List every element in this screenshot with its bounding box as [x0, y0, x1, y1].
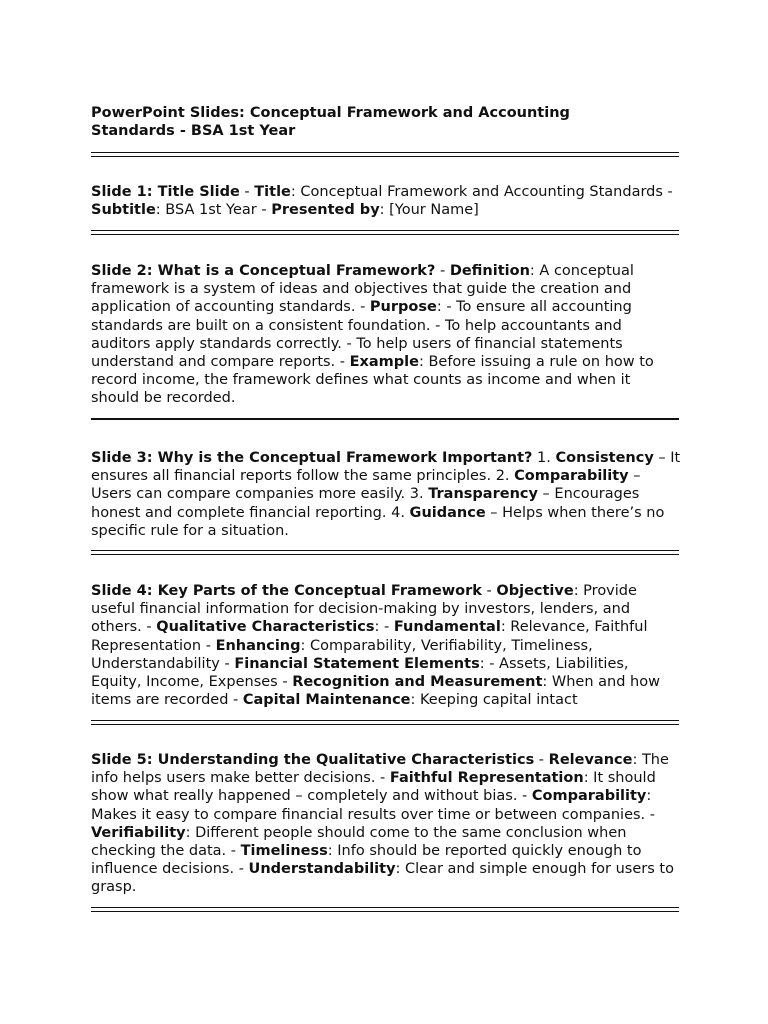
- bold-term: Understandability: [248, 861, 396, 878]
- bold-term: Title: [254, 184, 291, 200]
- bold-term: Example: [349, 354, 419, 371]
- body-text: – It ensures all financial reports follow the same principles. 2.: [91, 450, 681, 485]
- bold-term: Financial Statement Elements: [234, 655, 480, 672]
- bold-term: Enhancing: [215, 637, 301, 654]
- bold-term: Recognition and Measurement: [292, 674, 543, 691]
- slide-section-4: [91, 582, 681, 709]
- body-text: : A conceptual framework is a system of ideas and objectives that guide the creation and application of accounting standards. -: [91, 263, 634, 316]
- body-text: : [Your Name]: [379, 202, 479, 219]
- slide-section-2: [91, 262, 681, 408]
- body-text: : The info helps users make better decisions. -: [91, 752, 669, 787]
- bold-term: Qualitative Characteristics: [156, 619, 375, 636]
- divider: [91, 720, 679, 725]
- body-text: : Relevance, Faithful Representation -: [91, 619, 648, 654]
- bold-term: Verifiability: [91, 824, 186, 841]
- bold-term: Fundamental: [393, 619, 501, 636]
- divider: [91, 230, 679, 235]
- body-text: -: [534, 752, 549, 768]
- slide-section-5: [91, 751, 681, 897]
- bold-term: Comparability: [531, 788, 647, 805]
- divider: [91, 152, 679, 157]
- bold-term: Slide 4: Key Parts of the Conceptual Framework: [91, 583, 482, 599]
- body-text: : Before issuing a rule on how to record income, the framework defines what counts as income and when it should be recorded.: [91, 354, 654, 407]
- body-text: : BSA 1st Year -: [155, 202, 272, 219]
- bold-term: Transparency: [428, 486, 538, 503]
- body-text: -: [481, 583, 497, 599]
- document-title: PowerPoint Slides: Conceptual Framework and Accounting Standards - BSA 1st Year: [91, 105, 570, 139]
- body-text: : Comparability, Verifiability, Timeliness, Understandability -: [91, 637, 593, 672]
- body-text: : Different people should come to the same conclusion when checking the data. -: [91, 824, 627, 860]
- body-text: : It should show what really happened – completely and without bias. -: [91, 770, 656, 805]
- body-text: : Provide useful financial information for decision-making by investors, lenders, and others. -: [91, 583, 637, 636]
- bold-term: Guidance: [409, 504, 486, 521]
- bold-term: Consistency: [555, 450, 654, 466]
- bold-term: Objective: [496, 583, 574, 599]
- body-text: : Conceptual Framework and Accounting Standards -: [290, 184, 673, 200]
- body-text: : Clear and simple enough for users to grasp.: [91, 861, 674, 896]
- body-text: -: [435, 263, 450, 279]
- bold-term: Subtitle: [91, 202, 156, 219]
- slide-section-3: [91, 449, 681, 540]
- body-text: : Makes it easy to compare financial results over time or between companies. -: [91, 788, 656, 823]
- bold-term: Definition: [449, 263, 530, 279]
- divider: [91, 907, 679, 912]
- body-text: : Keeping capital intact: [410, 692, 578, 709]
- bold-term: Slide 2: What is a Conceptual Framework?: [91, 263, 436, 279]
- body-text: : When and how items are recorded -: [91, 674, 660, 709]
- body-text: – Encourages honest and complete financial reporting. 4.: [91, 486, 640, 521]
- body-text: 1.: [532, 450, 556, 466]
- bold-term: Comparability: [514, 468, 629, 485]
- body-text: – Users can compare companies more easily. 3.: [91, 468, 641, 503]
- bold-term: Purpose: [369, 299, 437, 316]
- body-text: -: [239, 184, 255, 200]
- body-text: – Helps when there’s no specific rule for a situation.: [91, 504, 665, 539]
- bold-term: Presented by: [271, 202, 380, 219]
- bold-term: Relevance: [548, 752, 633, 768]
- bold-term: Slide 3: Why is the Conceptual Framework Important?: [91, 450, 533, 466]
- slide-section-1: [91, 183, 681, 219]
- divider: [91, 418, 679, 422]
- body-text: : - Assets, Liabilities, Equity, Income, Expenses -: [91, 655, 629, 691]
- bold-term: Capital Maintenance: [242, 692, 411, 709]
- body-text: : - To ensure all accounting standards are built on a consistent foundation. - To help accountants and auditors apply standards correctly. - To help users of financial statements understand and compare reports. -: [91, 299, 632, 371]
- divider: [91, 550, 679, 555]
- bold-term: Faithful Representation: [389, 770, 584, 787]
- bold-term: Slide 5: Understanding the Qualitative Characteristics: [91, 752, 535, 768]
- bold-term: Timeliness: [240, 843, 328, 860]
- body-text: : -: [374, 619, 394, 636]
- bold-term: Slide 1: Title Slide: [91, 184, 240, 200]
- body-text: : Info should be reported quickly enough to influence decisions. -: [91, 843, 642, 878]
